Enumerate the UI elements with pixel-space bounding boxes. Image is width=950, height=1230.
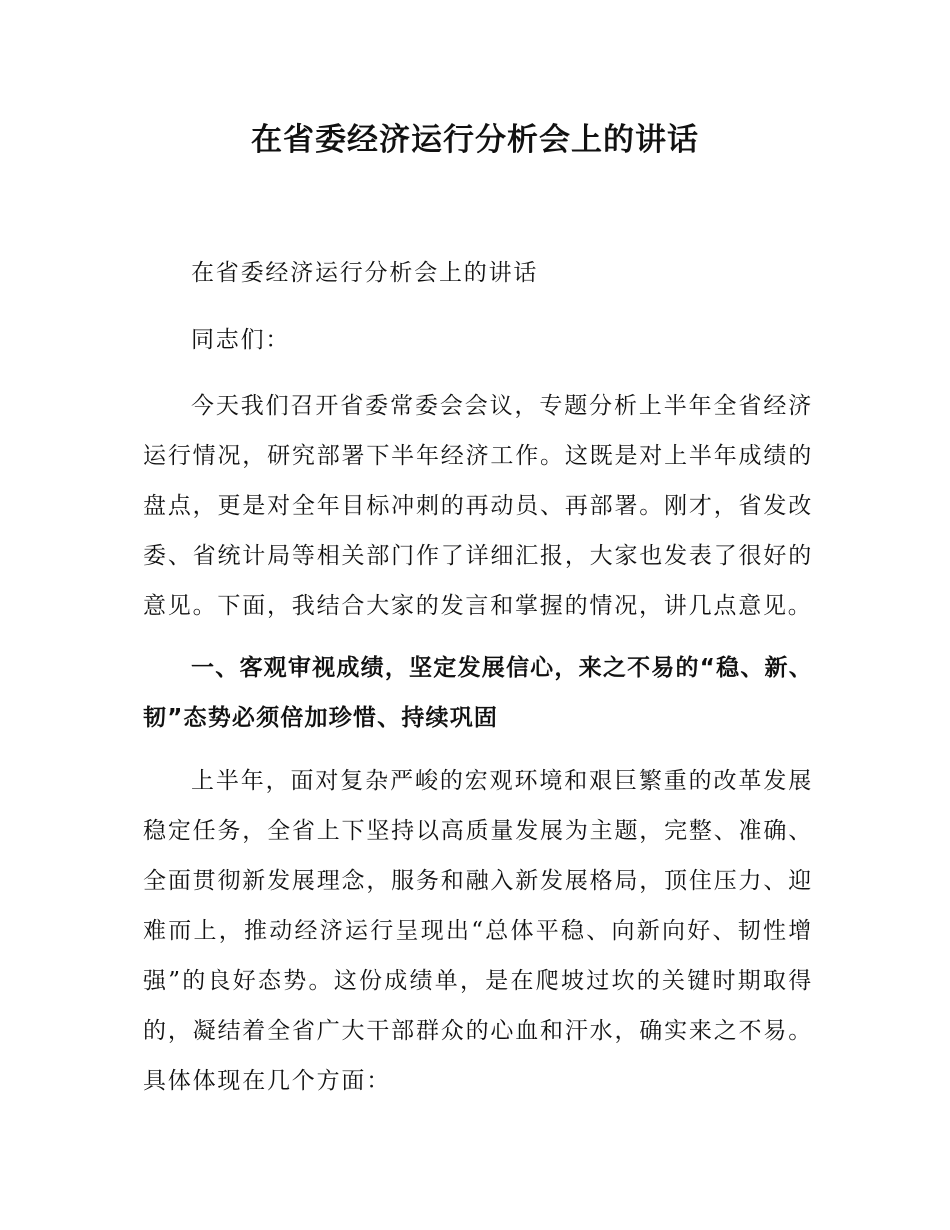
document-subtitle: 在省委经济运行分析会上的讲话 [191,260,539,286]
document-title: 在省委经济运行分析会上的讲话 [251,122,699,158]
section-heading: 一、客观审视成绩，坚定发展信心，来之不易的“稳、新、韧”态势必须倍加珍惜、持续巩固 [143,655,813,731]
intro-paragraph: 今天我们召开省委常委会会议，专题分析上半年全省经济运行情况，研究部署下半年经济工作。这既是对上半年成绩的盘点，更是对全年目标冲刺的再动员、再部署。刚才，省发改委、省统计局等相关部门作了详细汇报，大家也发表了很好的意见。下面，我结合大家的发言和掌握的情况，讲几点意见。 [143,393,813,619]
section-paragraph: 上半年，面对复杂严峻的宏观环境和艰巨繁重的改革发展稳定任务，全省上下坚持以高质量发展为主题，完整、准确、全面贯彻新发展理念，服务和融入新发展格局，顶住压力、迎难而上，推动经济运行呈现出“总体平稳、向新向好、韧性增强”的良好态势。这份成绩单，是在爬坡过坎的关键时期取得的，凝结着全省广大干部群众的心血和汗水，确实来之不易。具体体现在几个方面： [143,768,813,1094]
greeting-line: 同志们： [191,327,291,353]
